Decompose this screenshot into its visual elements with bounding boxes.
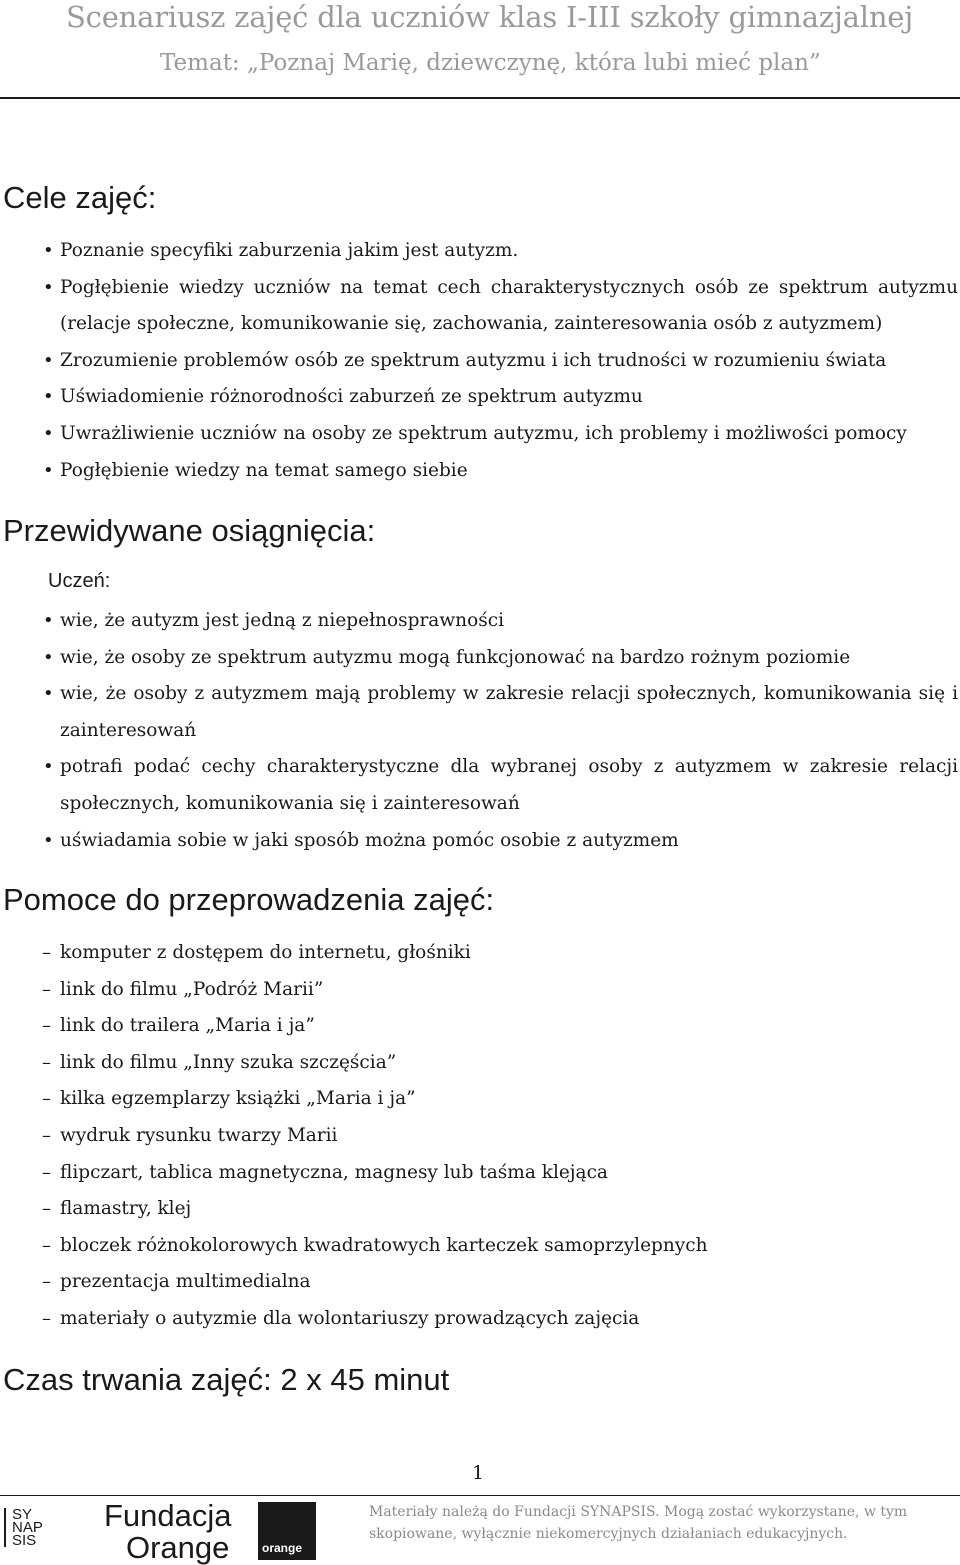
outcomes-list: [0, 603, 960, 859]
list-item: • Zrozumienie problemów osób ze spektrum autyzmu i ich trudności w rozumieniu świata: [0, 343, 960, 380]
outcomes-heading: Przewidywane osiągnięcia:: [3, 513, 376, 548]
list-item: • Pogłębienie wiedzy uczniów na temat cech charakterystycznych osób ze spektrum autyzmu (relacje społeczne, komunikowanie się, zachowania, zainteresowania osób z autyzmem): [0, 270, 960, 343]
list-item: – link do trailera „Maria i ja”: [0, 1008, 960, 1045]
synapsis-logo: SY NAP SIS: [4, 1508, 52, 1547]
goals-list: [0, 233, 960, 489]
fundacja-orange-logo: Fundacja Orange: [104, 1498, 232, 1565]
page-number: 1: [472, 1462, 485, 1484]
dash-icon: –: [42, 1234, 51, 1256]
bullet-icon: •: [43, 829, 54, 851]
bullet-icon: •: [43, 646, 54, 668]
bullet-icon: •: [43, 610, 54, 631]
list-item: – link do filmu „Inny szuka szczęścia”: [0, 1045, 960, 1082]
dash-icon: –: [42, 1088, 51, 1110]
bullet-icon: •: [43, 683, 54, 705]
materials-heading: Pomoce do przeprowadzenia zajęć:: [3, 882, 495, 917]
dash-icon: –: [42, 1198, 51, 1220]
dash-icon: –: [42, 942, 51, 963]
list-item: – flipczart, tablica magnetyczna, magnesy lub taśma klejąca: [0, 1155, 960, 1192]
list-item: • potrafi podać cechy charakterystyczne dla wybranej osoby z autyzmem w zakresie relacji społecznych, komunikowania się i zainteresowań: [0, 749, 960, 822]
list-item: • wie, że osoby z autyzmem mają problemy w zakresie relacji społecznych, komunikowania się i zainteresowań: [0, 676, 960, 749]
duration-heading: Czas trwania zajęć: 2 x 45 minut: [3, 1362, 450, 1397]
bullet-icon: •: [43, 386, 54, 408]
list-item: – materiały o autyzmie dla wolontariuszy prowadzących zajęcia: [0, 1301, 960, 1338]
document-header: [0, 0, 960, 99]
list-item: – link do filmu „Podróż Marii”: [0, 972, 960, 1009]
dash-icon: –: [42, 978, 51, 1000]
bullet-icon: •: [43, 459, 54, 481]
footer-note: Materiały należą do Fundacji SYNAPSIS. Mogą zostać wykorzystane, w tym skopiowane, wyłącznie niekomercyjnych działaniach edukacyjnych.: [369, 1504, 908, 1542]
bullet-icon: •: [43, 422, 54, 444]
dash-icon: –: [42, 1161, 51, 1183]
list-item: – wydruk rysunku twarzy Marii: [0, 1118, 960, 1155]
dash-icon: –: [42, 1307, 51, 1329]
bullet-icon: •: [43, 756, 54, 778]
dash-icon: –: [42, 1015, 51, 1037]
dash-icon: –: [42, 1051, 51, 1073]
goals-heading: Cele zajęć:: [3, 180, 157, 215]
orange-logo-text: orange: [262, 1541, 303, 1555]
list-item: – kilka egzemplarzy książki „Maria i ja”: [0, 1081, 960, 1118]
list-item: • uświadamia sobie w jaki sposób można pomóc osobie z autyzmem: [0, 823, 960, 860]
dash-icon: –: [42, 1124, 51, 1146]
document-subtitle: Temat: „Poznaj Marię, dziewczynę, która lubi mieć plan”: [160, 50, 821, 76]
bullet-icon: •: [43, 240, 54, 261]
list-item: • Pogłębienie wiedzy na temat samego siebie: [0, 453, 960, 490]
list-item: – komputer z dostępem do internetu, głośniki: [0, 935, 960, 972]
bullet-icon: •: [43, 276, 54, 298]
document-title: Scenariusz zajęć dla uczniów klas I-III szkoły gimnazjalnej: [66, 0, 914, 34]
list-item: • Uwrażliwienie uczniów na osoby ze spektrum autyzmu, ich problemy i możliwości pomocy: [0, 416, 960, 453]
list-item: • Uświadomienie różnorodności zaburzeń ze spektrum autyzmu: [0, 379, 960, 416]
list-item: – prezentacja multimedialna: [0, 1264, 960, 1301]
list-item: • wie, że osoby ze spektrum autyzmu mogą funkcjonować na bardzo rożnym poziomie: [0, 640, 960, 677]
dash-icon: –: [42, 1271, 51, 1293]
bullet-icon: •: [43, 349, 54, 371]
outcomes-subheading: Uczeń:: [48, 570, 111, 592]
list-item: – bloczek różnokolorowych kwadratowych karteczek samoprzylepnych: [0, 1228, 960, 1265]
list-item: – flamastry, klej: [0, 1191, 960, 1228]
list-item: • Poznanie specyfiki zaburzenia jakim jest autyzm.: [0, 233, 960, 270]
footer-divider: [0, 1495, 960, 1496]
list-item: • wie, że autyzm jest jedną z niepełnosprawności: [0, 603, 960, 640]
materials-list: [0, 935, 960, 1338]
